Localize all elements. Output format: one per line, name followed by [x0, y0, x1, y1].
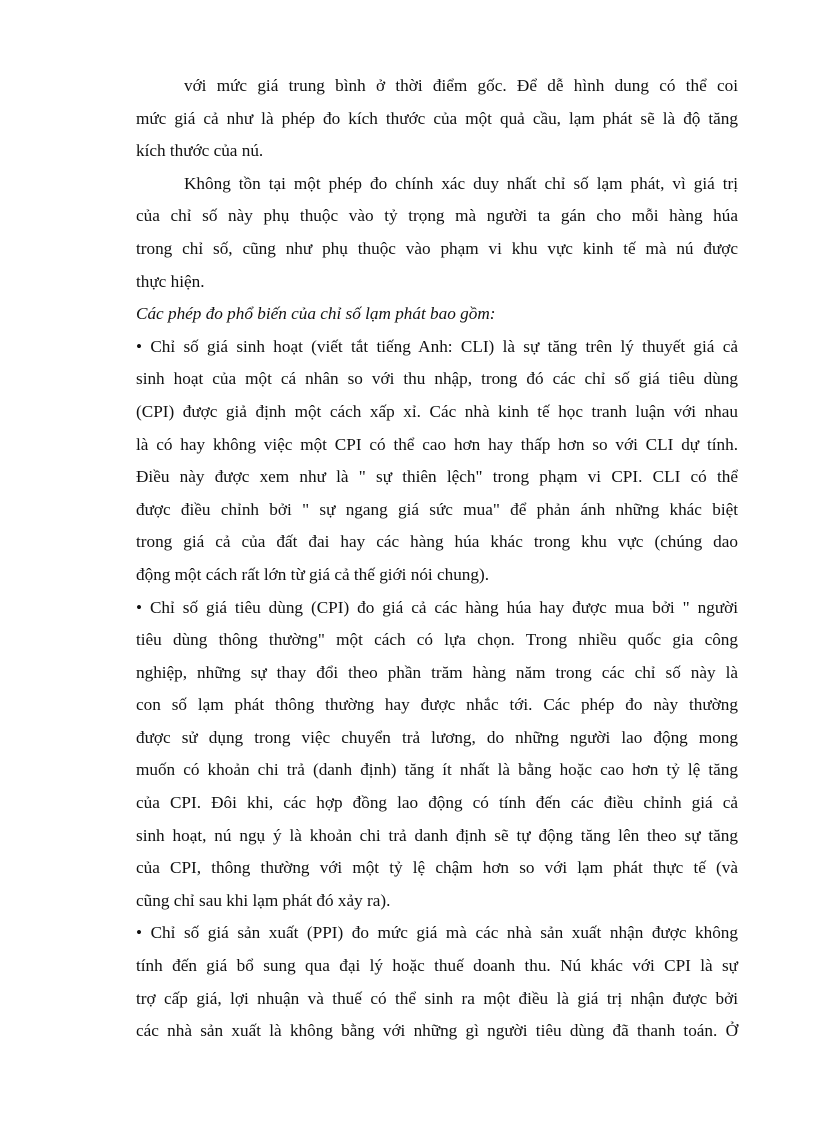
- text-line: Điều này được xem như là " sự thiên lệch" trong phạm vi CPI. CLI có thể: [136, 467, 738, 487]
- paragraph-price-level: [136, 70, 738, 168]
- text-line: của CPI, thông thường với một tỷ lệ chậm hơn so với lạm phát thực tế (và: [136, 858, 738, 878]
- text-line: con số lạm phát thông thường hay được nhắc tới. Các phép đo này thường: [136, 695, 738, 715]
- text-line: (CPI) được giả định một cách xấp xỉ. Các nhà kinh tế học tranh luận với nhau: [136, 401, 738, 421]
- text-line: trợ cấp giá, lợi nhuận và thuế có thể sinh ra một điều là giá trị nhận được bởi: [136, 988, 738, 1008]
- text-line: cũng chỉ sau khi lạm phát đó xảy ra).: [136, 890, 391, 910]
- text-line: nghiệp, những sự thay đổi theo phần trăm hàng năm trong các chỉ số này là: [136, 662, 738, 682]
- text-line: trong giá cả của đất đai hay các hàng húa khác trong khu vực (chúng dao: [136, 532, 738, 552]
- bullet-line: • Chỉ số giá sinh hoạt (viết tắt tiếng Anh: CLI) là sự tăng trên lý thuyết giá cả: [136, 336, 738, 356]
- text-line: của chỉ số này phụ thuộc vào tỷ trọng mà người ta gán cho mỗi hàng húa: [136, 206, 738, 226]
- text-line: muốn có khoản chi trả (danh định) tăng ít nhất là bằng hoặc cao hơn tỷ lệ tăng: [136, 760, 738, 780]
- text-line: được điều chỉnh bởi " sự ngang giá sức mua" để phản ánh những khác biệt: [136, 499, 738, 519]
- text-line: sinh hoạt của một cá nhân so với thu nhập, trong đó các chỉ số giá tiêu dùng: [136, 369, 738, 389]
- text-line: tính đến giá bổ sung qua đại lý hoặc thuế doanh thu. Nú khác với CPI là sự: [136, 956, 738, 976]
- document-page: [136, 70, 738, 1048]
- text-line: động một cách rất lớn từ giá cả thế giới nói chung).: [136, 564, 490, 584]
- bullet-line: • Chỉ số giá sản xuất (PPI) đo mức giá mà các nhà sản xuất nhận được không: [136, 923, 738, 943]
- paragraph-cpi: [136, 592, 738, 918]
- text-line: mức giá cả như là phép đo kích thước của một quả cầu, lạm phát sẽ là độ tăng: [136, 108, 738, 128]
- text-line: tiêu dùng thông thường" một cách có lựa chọn. Trong nhiều quốc gia công: [136, 630, 738, 650]
- text-line: trong chỉ số, cũng như phụ thuộc vào phạm vi khu vực kinh tế mà nú được: [136, 238, 738, 258]
- text-line: là có hay không việc một CPI có thể cao hơn hay thấp hơn so với CLI dự tính.: [136, 434, 738, 454]
- paragraph-cli: [136, 331, 738, 592]
- text-line: Không tồn tại một phép đo chính xác duy nhất chỉ số lạm phát, vì giá trị: [184, 173, 738, 193]
- text-line: của CPI. Đôi khi, các hợp đồng lao động có tính đến các điều chỉnh giá cả: [136, 793, 738, 813]
- text-line: các nhà sản xuất là không bằng với những gì người tiêu dùng đã thanh toán. Ở: [136, 1021, 738, 1041]
- text-line: với mức giá trung bình ở thời điểm gốc. Để dễ hình dung có thể coi: [184, 76, 738, 95]
- text-line: thực hiện.: [136, 271, 205, 291]
- text-line: sinh hoạt, nú ngụ ý là khoản chi trả danh định sẽ tự động tăng lên theo sự tăng: [136, 825, 738, 845]
- paragraph-common-measures-heading: [136, 298, 738, 331]
- text-line: được sử dụng trong việc chuyển trả lương, do những người lao động mong: [136, 727, 738, 747]
- text-line: kích thước của nú.: [136, 141, 264, 161]
- section-heading: Các phép đo phổ biến của chỉ số lạm phát bao gồm:: [136, 304, 496, 324]
- bullet-line: • Chỉ số giá tiêu dùng (CPI) đo giá cả các hàng húa hay được mua bởi " người: [136, 597, 738, 617]
- paragraph-ppi: [136, 917, 738, 1047]
- paragraph-no-exact-measure: [136, 168, 738, 298]
